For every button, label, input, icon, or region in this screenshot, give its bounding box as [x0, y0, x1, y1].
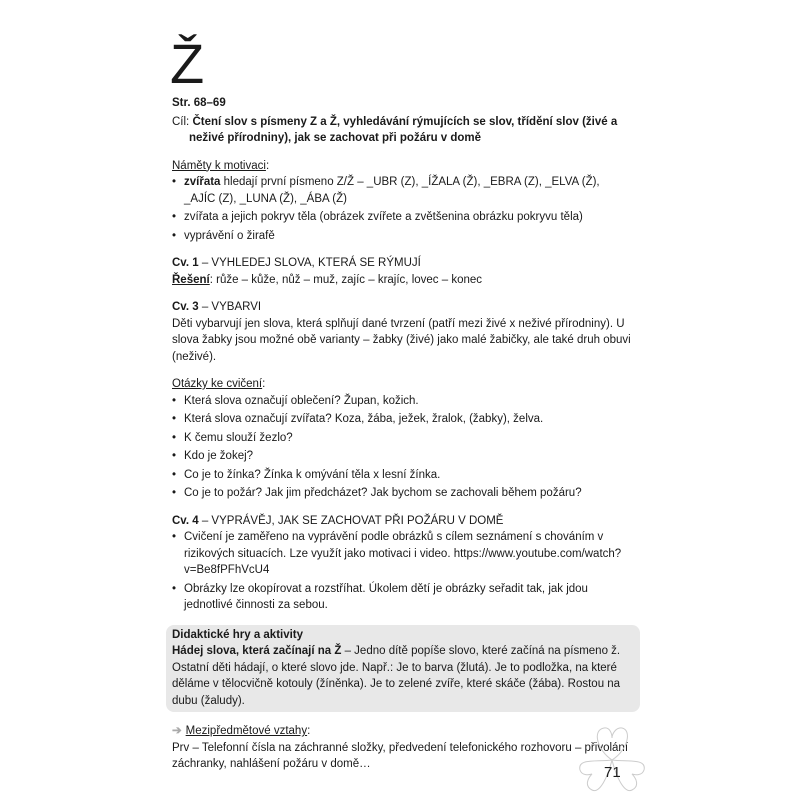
games-heading: Didaktické hry a aktivity	[172, 628, 304, 641]
solution-label: Řešení	[172, 273, 210, 286]
goal-text: Čtení slov s písmeny Z a Ž, vyhledávání rýmujících se slov, třídění slov (živé a neživé přírodniny), jak se zachovat při požáru v domě	[189, 115, 618, 144]
exercise-3: Cv. 3 – VYBARVI Děti vybarvují jen slova, která splňují dané tvrzení (patří mezi živé x neživé přírodniny). U slova žabky jsou možné obě varianty – žabky (živé) jako malé žabičky, ale také druh obuvi (neživé).	[172, 299, 634, 365]
list-item: • zvířata a jejich pokryv těla (obrázek zvířete a zvětšenina obrázku pokryvu těla)	[172, 209, 634, 226]
exercise-label: Cv. 1	[172, 257, 199, 269]
exercise-text: Děti vybarvují jen slova, která splňují dané tvrzení (patří mezi živé x neživé přírodniny). U slova žabky jsou možné obě varianty – žabky (živé) jako malé žabičky, ale také druh obuvi (neživé).	[172, 317, 631, 363]
crosscurricular-heading: Mezipředmětové vztahy	[185, 725, 308, 737]
chapter-letter: Ž	[170, 32, 205, 95]
exercise-4: Cv. 4 – VYPRÁVĚJ, JAK SE ZACHOVAT PŘI POŽÁRU V DOMĚ • Cvičení je zaměřeno na vyprávění podle obrázků s cílem seznámení s chováním v rizikových situacích. Lze využít jako motivaci i video. https://www.youtube.com/watch?v=Be8fPFhVcU4 • Obrázky lze okopírovat a rozstříhat. Úkolem dětí je obrázky seřadit tak, jak jdou jednotlivé činnosti za sebou.	[172, 513, 634, 614]
motivation-section: Náměty k motivaci: • zvířata hledají první písmeno Z/Ž – _UBR (Z), _ÍŽALA (Ž), _EBRA (Z), _ELVA (Ž), _AJÍC (Z), _LUNA (Ž), _ÁBA (Ž) • zvířata a jejich pokryv těla (obrázek zvířete a zvětšenina obrázku pokryvu těla) • vyprávění o žirafě	[172, 158, 634, 245]
arrow-right-icon: ➔	[172, 725, 182, 737]
page-content	[172, 95, 634, 784]
motivation-heading: Náměty k motivaci	[172, 159, 266, 172]
clover-decoration-icon	[572, 720, 652, 799]
exercise-label: Cv. 3	[172, 301, 199, 313]
page-number: 71	[604, 764, 621, 781]
list-item: • Co je to požár? Jak jim předcházet? Jak bychom se zachovali během požáru?	[172, 485, 634, 502]
crosscurricular-section: ➔ Mezipředmětové vztahy: Prv – Telefonní čísla na záchranné složky, předvedení telefonického rozhovoru – přivolání záchranky, nahlášení požáru v domě…	[172, 723, 634, 773]
list-item: • zvířata hledají první písmeno Z/Ž – _UBR (Z), _ÍŽALA (Ž), _EBRA (Z), _ELVA (Ž), _AJÍC (Z), _LUNA (Ž), _ÁBA (Ž)	[172, 174, 634, 207]
list-item: • vyprávění o žirafě	[172, 228, 634, 245]
list-item: • Obrázky lze okopírovat a rozstříhat. Úkolem dětí je obrázky seřadit tak, jak jdou jednotlivé činnosti za sebou.	[172, 581, 634, 614]
games-box: Didaktické hry a aktivity Hádej slova, která začínají na Ž – Jedno dítě popíše slovo, které začíná na písmeno ž. Ostatní děti hádají, o které slovo jde. Např.: Je to barva (žlutá). Je to podložka, na které děláme v tělocvičně kotouly (žíněnka). Je to zelené zvíře, které skáče (žába). Rostou na dubu (žaludy).	[166, 625, 640, 713]
questions-heading: Otázky ke cvičení	[172, 378, 263, 390]
list-item: • K čemu slouží žezlo?	[172, 430, 634, 447]
game-title: Hádej slova, která začínají na Ž	[172, 645, 342, 657]
exercise-label: Cv. 4	[172, 514, 199, 527]
crosscurricular-text: Prv – Telefonní čísla na záchranné složky, předvedení telefonického rozhovoru – přivolání záchranky, nahlášení požáru v domě…	[172, 741, 629, 770]
goal	[172, 114, 634, 147]
exercise-1: Cv. 1 – VYHLEDEJ SLOVA, KTERÁ SE RÝMUJÍ Řešení: růže – kůže, nůž – muž, zajíc – krajíc, lovec – konec	[172, 257, 483, 286]
questions-section: Otázky ke cvičení: • Která slova označují oblečení? Župan, kožich. • Která slova označují zvířata? Koza, žába, ježek, žralok, (žabky), želva. • K čemu slouží žezlo? • Kdo je žokej? • Co je to žínka? Žínka k omývání těla x lesní žínka. • Co je to požár? Jak jim předcházet? Jak bychom se zachovali během požáru?	[172, 376, 634, 502]
list-item: • Cvičení je zaměřeno na vyprávění podle obrázků s cílem seznámení s chováním v rizikových situacích. Lze využít jako motivaci i video. https://www.youtube.com/watch?v=Be8fPFhVcU4	[172, 529, 634, 579]
page-range: Str. 68–69	[172, 97, 226, 109]
list-item: • Kdo je žokej?	[172, 448, 634, 465]
goal-label: Cíl:	[172, 115, 190, 128]
list-item: • Co je to žínka? Žínka k omývání těla x lesní žínka.	[172, 467, 634, 484]
list-item: • Která slova označují zvířata? Koza, žába, ježek, žralok, (žabky), želva.	[172, 411, 634, 428]
list-item: • Která slova označují oblečení? Župan, kožich.	[172, 393, 634, 410]
